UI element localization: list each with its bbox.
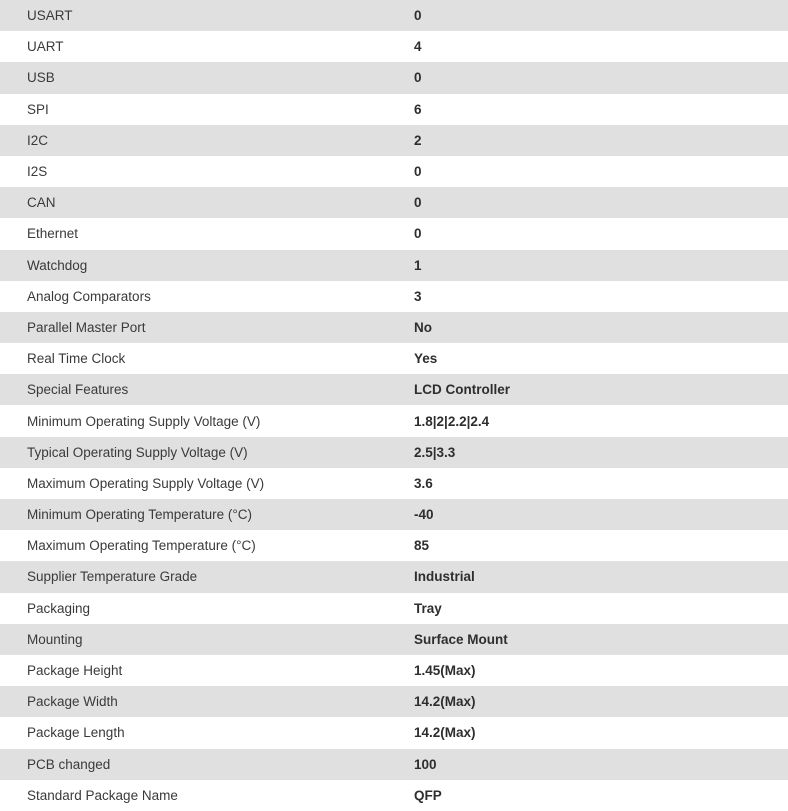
spec-row	[0, 312, 788, 343]
spec-label: Supplier Temperature Grade	[27, 569, 198, 585]
spec-row	[0, 374, 788, 405]
spec-value: 0	[414, 8, 422, 24]
spec-label: CAN	[27, 195, 56, 211]
spec-value: 14.2(Max)	[414, 694, 476, 710]
spec-label: USART	[27, 8, 73, 24]
spec-label: Parallel Master Port	[27, 319, 146, 335]
spec-row	[0, 437, 788, 468]
spec-label: PCB changed	[27, 756, 111, 772]
spec-label: I2S	[27, 164, 48, 180]
spec-row	[0, 218, 788, 249]
spec-value: 0	[414, 164, 422, 180]
spec-row	[0, 281, 788, 312]
spec-label: Package Length	[27, 725, 125, 741]
spec-value: QFP	[414, 787, 442, 803]
spec-value: -40	[414, 507, 434, 523]
spec-value: No	[414, 319, 432, 335]
spec-row	[0, 187, 788, 218]
spec-value: 1	[414, 257, 422, 273]
spec-row	[0, 0, 788, 31]
spec-value: 85	[414, 538, 430, 554]
spec-row	[0, 717, 788, 748]
spec-value: 14.2(Max)	[414, 725, 476, 741]
spec-row	[0, 780, 788, 811]
spec-value: 4	[414, 39, 422, 55]
spec-row	[0, 624, 788, 655]
spec-label: Mounting	[27, 631, 83, 647]
spec-value: 2	[414, 132, 422, 148]
spec-label: Standard Package Name	[27, 787, 178, 803]
spec-label: Package Height	[27, 663, 123, 679]
spec-label: Package Width	[27, 694, 118, 710]
spec-value: 2.5|3.3	[414, 444, 456, 460]
spec-label: Minimum Operating Temperature (°C)	[27, 507, 252, 523]
spec-row	[0, 343, 788, 374]
spec-row	[0, 62, 788, 93]
spec-row	[0, 94, 788, 125]
spec-value: 0	[414, 226, 422, 242]
spec-label: Maximum Operating Temperature (°C)	[27, 538, 256, 554]
spec-value: Tray	[414, 600, 442, 616]
spec-label: Special Features	[27, 382, 129, 398]
spec-row	[0, 125, 788, 156]
spec-row	[0, 31, 788, 62]
spec-label: Maximum Operating Supply Voltage (V)	[27, 475, 265, 491]
spec-value: 6	[414, 101, 422, 117]
spec-row	[0, 499, 788, 530]
spec-label: Watchdog	[27, 257, 88, 273]
spec-label: Analog Comparators	[27, 288, 151, 304]
spec-label: Real Time Clock	[27, 351, 126, 367]
spec-label: Packaging	[27, 600, 91, 616]
spec-label: UART	[27, 39, 64, 55]
spec-value: 0	[414, 195, 422, 211]
spec-row	[0, 250, 788, 281]
spec-value: 1.45(Max)	[414, 663, 476, 679]
spec-label: Minimum Operating Supply Voltage (V)	[27, 413, 261, 429]
spec-value: Surface Mount	[414, 631, 508, 647]
spec-value: 1.8|2|2.2|2.4	[414, 413, 490, 429]
spec-row	[0, 530, 788, 561]
spec-value: Industrial	[414, 569, 475, 585]
spec-row	[0, 593, 788, 624]
spec-label: I2C	[27, 132, 49, 148]
spec-row	[0, 156, 788, 187]
spec-label: USB	[27, 70, 55, 86]
spec-label: SPI	[27, 101, 49, 117]
spec-row	[0, 655, 788, 686]
spec-row	[0, 749, 788, 780]
spec-value: 100	[414, 756, 437, 772]
spec-row	[0, 405, 788, 436]
spec-value: 0	[414, 70, 422, 86]
spec-value: 3	[414, 288, 422, 304]
spec-row	[0, 686, 788, 717]
spec-label: Typical Operating Supply Voltage (V)	[27, 444, 248, 460]
spec-value: LCD Controller	[414, 382, 510, 398]
spec-value: 3.6	[414, 475, 433, 491]
spec-row	[0, 468, 788, 499]
spec-value: Yes	[414, 351, 438, 367]
spec-row	[0, 561, 788, 592]
spec-label: Ethernet	[27, 226, 79, 242]
